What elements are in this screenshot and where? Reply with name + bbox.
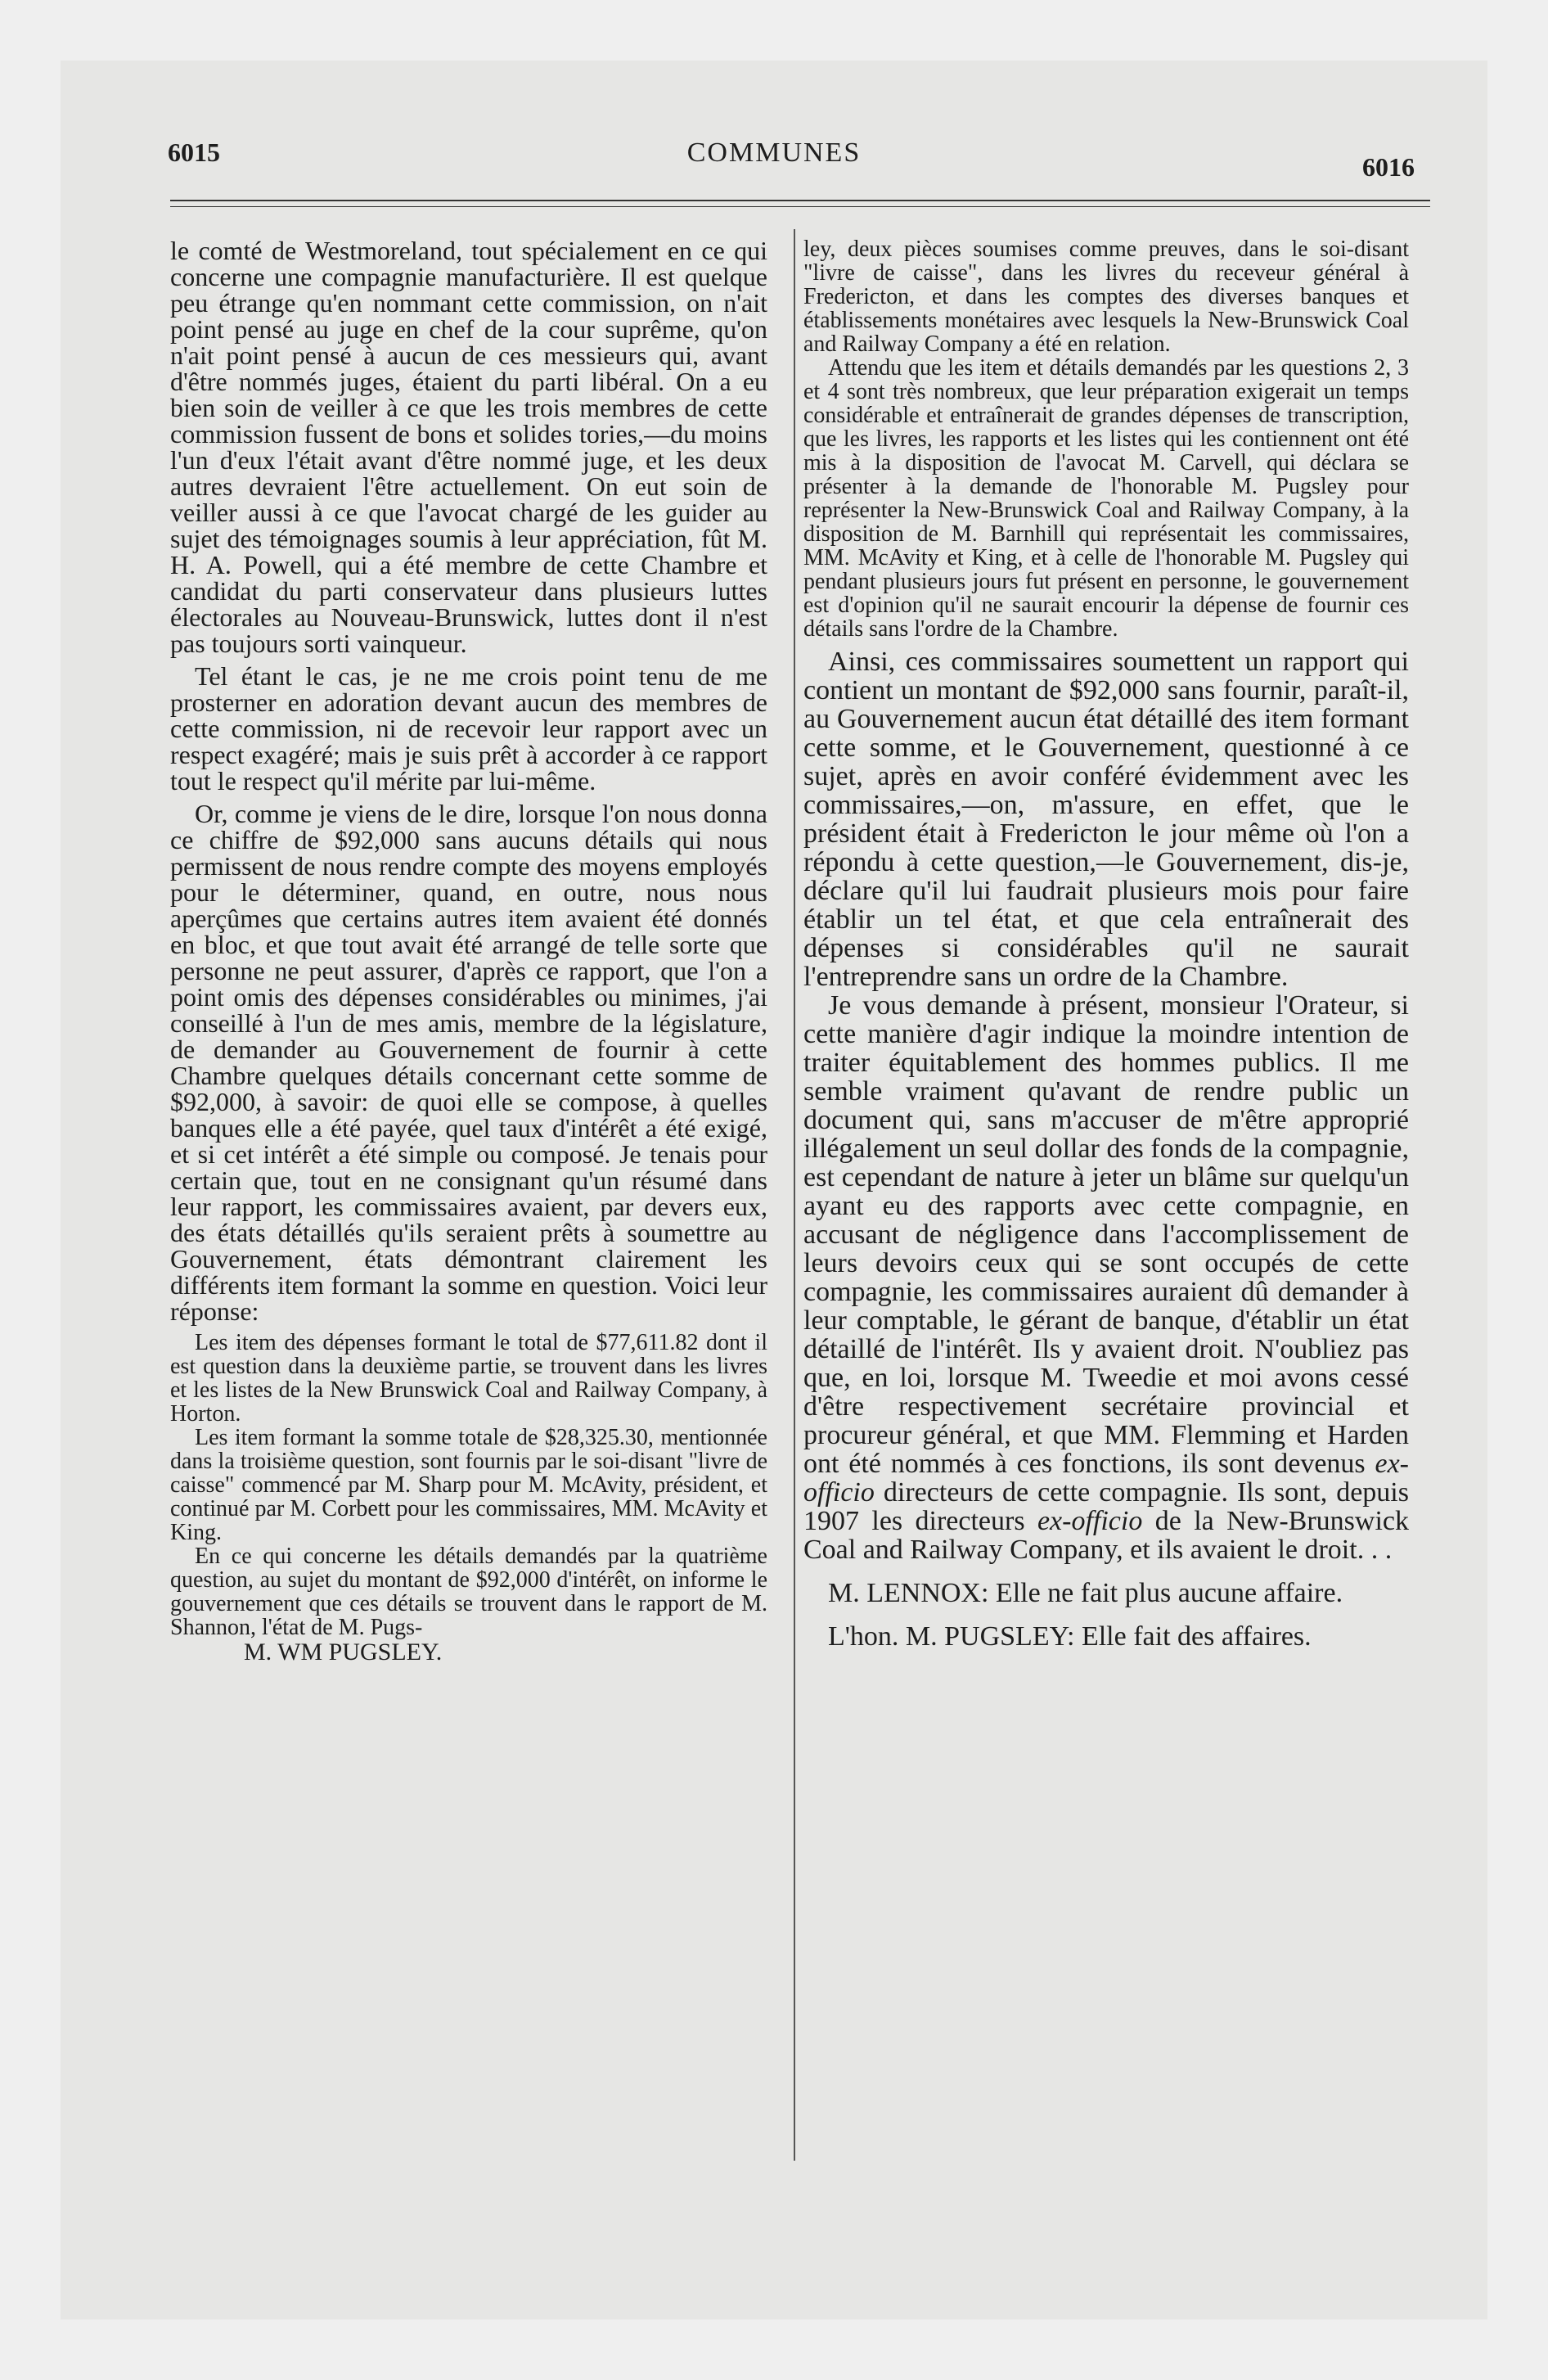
paragraph: Or, comme je viens de le dire, lorsque l'on nous donna ce chiffre de $92,000 sans aucuns détails qui nous permissent de nous rendre compte des moyens employés pour le déterminer, quand, en outre, nous nous aperçûmes que certains autres item avaient été donnés en bloc, et que tout avait été arrangé de telle sorte que personne ne peut assurer, d'après ce rapport, que l'on a point omis des dépenses considérables ou minimes, j'ai conseillé à l'un de mes amis, membre de la législature, de demander au Gouvernement de fournir à cette Chambre quelques détails concernant cette somme de $92,000, à savoir: de quoi elle se compose, à quelles banques elle a été payée, quel taux d'intérêt a été exigé, et si cet intérêt a été simple ou composé. Je tenais pour certain que, tout en ne consignant qu'un résumé dans leur rapport, les commissaires avaient, par devers eux, des états détaillés qu'ils seraient prêts à soumettre au Gouvernement, états démontrant clairement les différents item formant la somme en question. Voici leur réponse:	[170, 799, 767, 1326]
speaker-line: M. LENNOX: Elle ne fait plus aucune affaire.	[828, 1578, 1343, 1608]
column-divider	[794, 229, 795, 2161]
paragraph: Tel étant le cas, je ne me crois point tenu de me prosterner en adoration devant aucun des membres de cette commission, ni de recevoir leur rapport avec un respect exagéré; mais je suis prêt à accorder à ce rapport tout le respect qu'il mérite par lui-même.	[170, 661, 767, 796]
right-column	[803, 237, 1409, 1651]
quoted-answer: ley, deux pièces soumises comme preuves, dans le soi-disant "livre de caisse", dans les livres du receveur général à Fredericton, et dans les comptes des diverses banques et établissements monétaires avec lesquels la New-Brunswick Coal and Railway Company a été en relation.	[803, 237, 1409, 357]
quoted-answer: En ce qui concerne les détails demandés par la quatrième question, au sujet du montant de $92,000 d'intérêt, on informe le gouvernement que ces détails se trouvent dans le rapport de M. Shannon, l'état de M. Pugs-	[170, 1544, 767, 1640]
header-rule-top	[170, 200, 1430, 201]
italic-term: ex-officio	[803, 1449, 1409, 1508]
signature: M. WM PUGSLEY.	[244, 1639, 443, 1666]
page-number-right: 6016	[1362, 152, 1415, 182]
quoted-answer: Les item des dépenses formant le total de $77,611.82 dont il est question dans la deuxième partie, se trouvent dans les livres et les listes de la New Brunswick Coal and Railway Company, à Horton.	[170, 1330, 767, 1427]
quoted-answer: Attendu que les item et détails demandés par les questions 2, 3 et 4 sont très nombreux, que leur préparation exigerait un temps considérable et entraînerait de grandes dépenses de transcription, que les livres, les rapports et les listes qui les contiennent ont été mis à la disposition de l'avocat M. Carvell, qui déclara se présenter à la demande de l'honorable M. Pugsley pour représenter la New-Brunswick Coal and Railway Company, à la disposition de M. Barnhill qui représentait les commissaires, MM. McAvity et King, et à celle de l'honorable M. Pugsley qui pendant plusieurs jours fut présent en personne, le gouvernement est d'opinion qu'il ne saurait encourir la dépense de fournir ces détails sans l'ordre de la Chambre.	[803, 355, 1409, 642]
page-number-left: 6015	[168, 137, 220, 167]
paragraph: le comté de Westmoreland, tout spécialement en ce qui concerne une compagnie manufacturière. Il est quelque peu étrange qu'en nommant cette commission, on n'ait point pensé au juge en chef de la cour suprême, qu'on n'ait point pensé à aucun de ces messieurs qui, avant d'être nommés juges, étaient du parti libéral. On a eu bien soin de veiller à ce que les trois membres de cette commission fussent de bons et solides tories,—du moins l'un d'eux l'était avant d'être nommé juge, et les deux autres devraient l'être actuellement. On eut soin de veiller aussi à ce que l'avocat chargé de les guider au sujet des témoignages soumis à leur appréciation, fût M. H. A. Powell, qui a été membre de cette Chambre et candidat du parti conservateur dans plusieurs luttes électorales au Nouveau-Brunswick, luttes dont il n'est pas toujours sorti vainqueur.	[170, 236, 767, 658]
running-title: COMMUNES	[686, 137, 862, 168]
italic-term: ex-officio	[1037, 1506, 1143, 1536]
text-run: directeurs de cette compagnie. Ils sont, depuis 1907 les directeurs	[803, 1477, 1409, 1536]
speaker-line: L'hon. M. PUGSLEY: Elle fait des affaires.	[828, 1621, 1312, 1652]
text-run: de la New-Brunswick Coal and Railway Company, et ils avaient le droit. . .	[803, 1506, 1409, 1565]
paragraph: Ainsi, ces commissaires soumettent un rapport qui contient un montant de $92,000 sans fournir, paraît-il, au Gouvernement aucun état détaillé des item formant cette somme, et le Gouvernement, questionné à ce sujet, après en avoir conféré évidemment avec les commissaires,—on, m'assure, en effet, que le président était à Fredericton le jour même où l'on a répondu à cette question,—le Gouvernement, dis-je, déclare qu'il lui faudrait plusieurs mois pour faire établir un tel état, et que cela entraînerait des dépenses si considérables qu'il ne saurait l'entreprendre sans un ordre de la Chambre.	[803, 647, 1409, 992]
header-rule-bottom	[170, 206, 1430, 207]
left-column	[170, 237, 767, 1666]
quoted-answer: Les item formant la somme totale de $28,325.30, mentionnée dans la troisième question, sont fournis par le soi-disant "livre de caisse" commencé par M. Sharp pour M. McAvity, président, et continué par M. Corbett pour les commissaires, MM. McAvity et King.	[170, 1425, 767, 1545]
text-run: Je vous demande à présent, monsieur l'Orateur, si cette manière d'agir indique la moindre intention de traiter équitablement des hommes publics. Il me semble vraiment qu'avant de rendre public un document qui, sans m'accuser de m'être approprié illégalement un seul dollar des fonds de la compagnie, est cependant de nature à jeter un blâme sur quelqu'un ayant eu des rapports avec cette compagnie, en accusant de négligence dans l'accomplissement de leurs devoirs ceux qui se sont occupés de cette compagnie, les commissaires auraient dû demander à leur comptable, le gérant de banque, d'établir un état détaillé de l'intérêt. Ils y avaient droit. N'oubliez pas que, en loi, lorsque M. Tweedie et moi avons cessé d'être respectivement secrétaire provincial et procureur général, et que MM. Flemming et Harden ont été nommés à ces fonctions, ils sont devenus	[803, 990, 1409, 1479]
paragraph	[803, 991, 1409, 1564]
